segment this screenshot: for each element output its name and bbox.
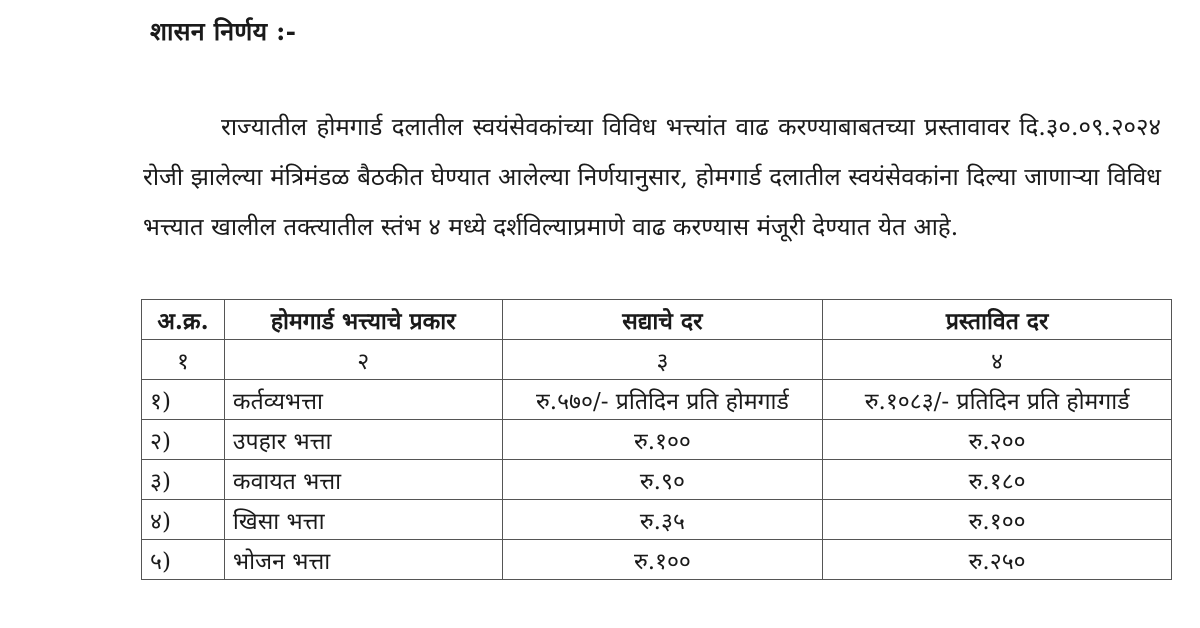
header-serial-number: अ.क्र.: [142, 300, 225, 340]
current-rate-cell: रु.१००: [502, 540, 823, 580]
current-rate-cell: रु.३५: [502, 500, 823, 540]
allowance-type-cell: कर्तव्यभत्ता: [224, 380, 502, 420]
proposed-rate-cell: रु.२००: [823, 420, 1172, 460]
allowance-type-cell: खिसा भत्ता: [224, 500, 502, 540]
table-row: [142, 420, 1172, 460]
column-number: ३: [502, 340, 823, 380]
allowance-type-cell: उपहार भत्ता: [224, 420, 502, 460]
header-allowance-type: होमगार्ड भत्त्याचे प्रकार: [224, 300, 502, 340]
serial-number-cell: ४): [142, 500, 225, 540]
allowance-type-cell: भोजन भत्ता: [224, 540, 502, 580]
proposed-rate-cell: रु.१००: [823, 500, 1172, 540]
section-heading: शासन निर्णय :-: [150, 17, 297, 46]
serial-number-cell: २): [142, 420, 225, 460]
table-row: [142, 380, 1172, 420]
header-proposed-rate: प्रस्तावित दर: [823, 300, 1172, 340]
table-row: [142, 500, 1172, 540]
table-header-row: [142, 300, 1172, 340]
column-number: २: [224, 340, 502, 380]
current-rate-cell: रु.५७०/- प्रतिदिन प्रति होमगार्ड: [502, 380, 823, 420]
header-current-rate: सद्याचे दर: [502, 300, 823, 340]
body-paragraph: राज्यातील होमगार्ड दलातील स्वयंसेवकांच्या विविध भत्त्यांत वाढ करण्याबाबतच्या प्रस्तावावर दि.३०.०९.२०२४ रोजी झालेल्या मंत्रिमंडळ बैठकीत घेण्यात आलेल्या निर्णयानुसार, होमगार्ड दलातील स्वयंसेवकांना दिल्या जाणाऱ्या विविध भत्त्यात खालील तक्त्यातील स्तंभ ४ मध्ये दर्शविल्याप्रमाणे वाढ करण्यास मंजूरी देण्यात येत आहे.: [143, 113, 1161, 241]
current-rate-cell: रु.९०: [502, 460, 823, 500]
column-number: १: [142, 340, 225, 380]
allowance-type-cell: कवायत भत्ता: [224, 460, 502, 500]
proposed-rate-cell: रु.१०८३/- प्रतिदिन प्रति होमगार्ड: [823, 380, 1172, 420]
serial-number-cell: ३): [142, 460, 225, 500]
table-row: [142, 460, 1172, 500]
column-number-row: [142, 340, 1172, 380]
serial-number-cell: ५): [142, 540, 225, 580]
table-row: [142, 540, 1172, 580]
current-rate-cell: रु.१००: [502, 420, 823, 460]
column-number: ४: [823, 340, 1172, 380]
proposed-rate-cell: रु.२५०: [823, 540, 1172, 580]
serial-number-cell: १): [142, 380, 225, 420]
allowance-rates-table: [141, 299, 1172, 580]
proposed-rate-cell: रु.१८०: [823, 460, 1172, 500]
